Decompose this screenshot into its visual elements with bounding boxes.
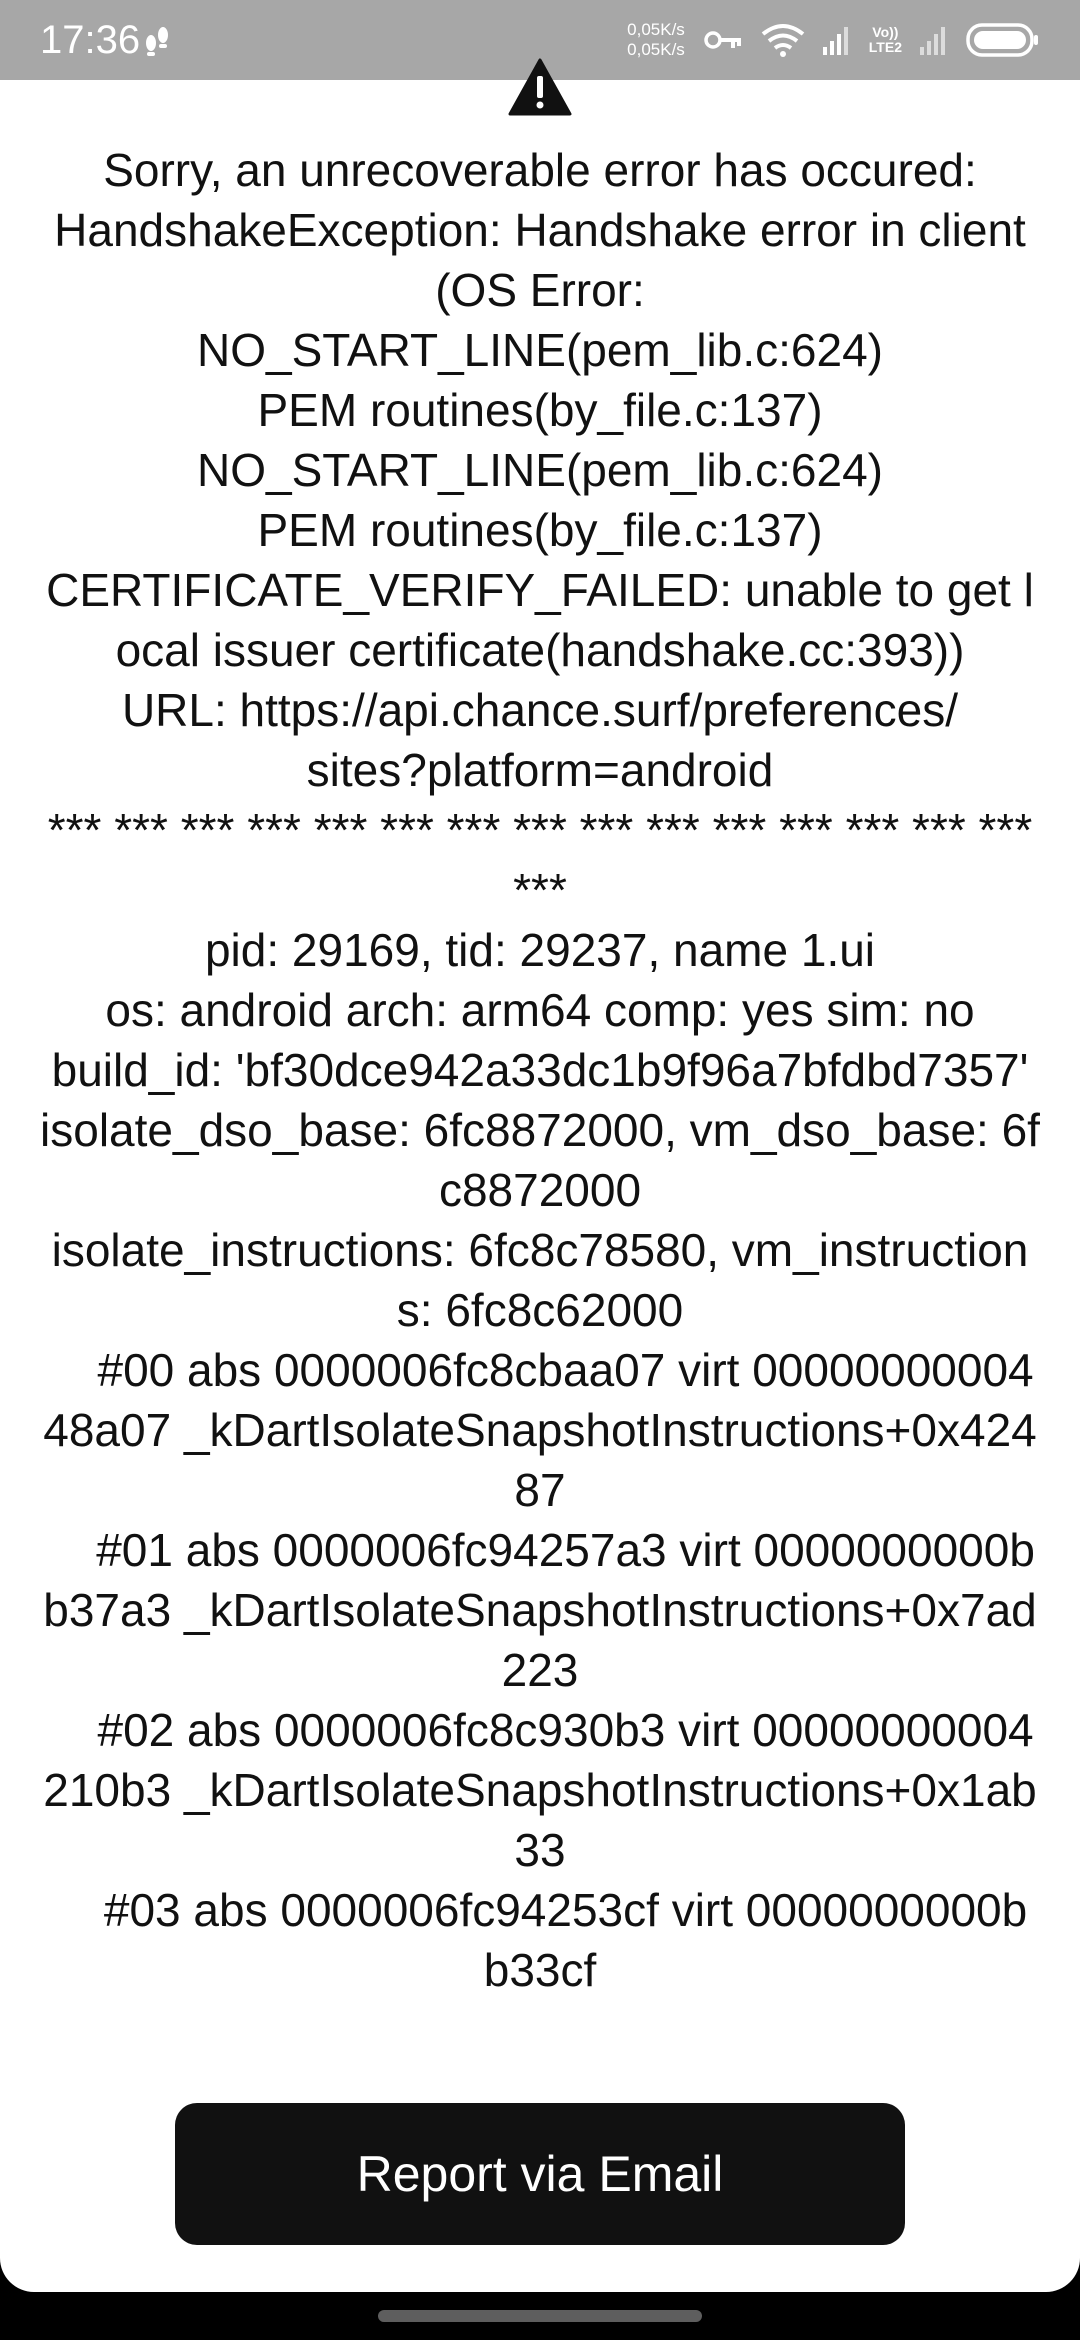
report-via-email-button[interactable]: Report via Email <box>175 2103 905 2245</box>
signal-icon-2 <box>920 25 948 55</box>
net-speed-down: 0,05K/s <box>627 40 685 59</box>
signal-icon <box>823 25 851 55</box>
error-message: Sorry, an unrecoverable error has occured: HandshakeException: Handshake error in client (OS Error: NO_START_LINE(pem_lib.c:624) PEM routines(by_file.c:137) NO_START_LINE(pem_lib.c:624) PEM routines(by_file.c:137) CERTIFICATE_VERIFY_FAILED: unable to get local issuer certificate(handshake.cc:393)) URL: https://api.chance.surf/preferences/ sites?platform=android *** *** *** *** *** *** *** *** *** *** *** *** *** *** *** *** pid: 29169, tid: 29237, name 1.ui os: android arch: arm64 comp: yes sim: no build_id: 'bf30dce942a33dc1b9f96a7bfdbd7357' isolate_dso_base: 6fc8872000, vm_dso_base: 6fc8872000 isolate_instructions: 6fc8c78580, vm_instructions: 6fc8c62000 #00 abs 0000006fc8cbaa07 virt 0000000000448a07 _kDartIsolateSnapshotInstructions+0x42487 #01 abs 0000006fc94257a3 virt 0000000000bb37a3 _kDartIsolateSnapshotInstructions+0x7ad223 #02 abs 0000006fc8c930b3 virt 00000000004210b3 _kDartIsolateSnapshotInstructions+0x1ab33 #03 abs 0000006fc94253cf virt 0000000000bb33cf <box>40 144 1040 1996</box>
navigation-handle[interactable] <box>378 2310 702 2322</box>
lte-indicator <box>869 25 902 55</box>
warning-icon <box>508 58 572 116</box>
wifi-icon <box>761 22 805 58</box>
scroll-fade <box>0 2045 1080 2085</box>
battery-icon <box>966 22 1040 58</box>
error-screen <box>0 80 1080 2292</box>
error-message-scroll[interactable] <box>40 140 1040 2138</box>
walk-icon <box>140 23 174 57</box>
status-time: 17:36 <box>40 17 141 62</box>
network-speed <box>627 20 685 60</box>
status-icons <box>627 20 1040 60</box>
volte-label: Vo)) <box>872 24 899 40</box>
net-speed-up: 0,05K/s <box>627 20 685 39</box>
lte-label: LTE2 <box>868 39 902 55</box>
warning-header <box>0 80 1080 121</box>
key-icon <box>703 28 743 52</box>
